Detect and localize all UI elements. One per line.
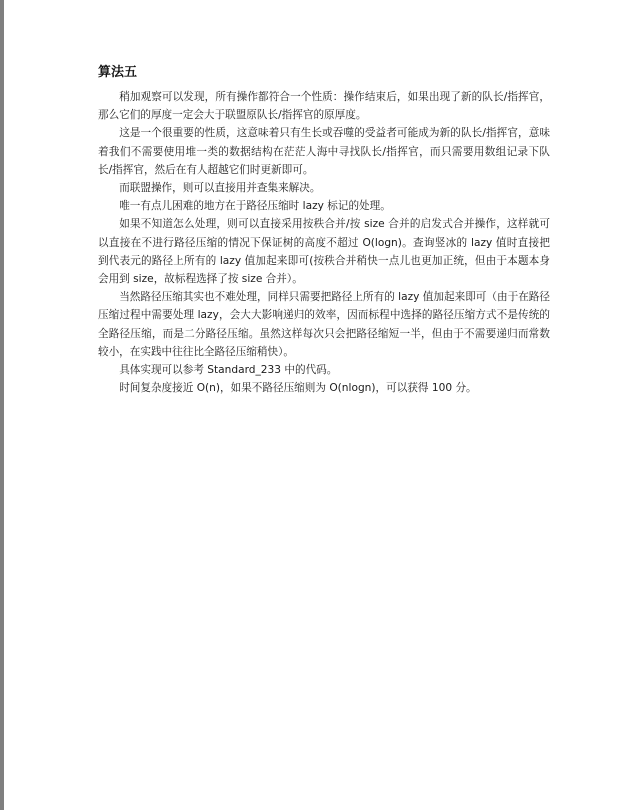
document-content	[98, 64, 550, 397]
section-title: 算法五	[98, 65, 138, 80]
paragraph-4: 唯一有点儿困难的地方在于路径压缩时 lazy 标记的处理。	[119, 200, 391, 213]
paragraph-2: 这是一个很重要的性质，这意味着只有生长或吞噬的受益者可能成为新的队长/指挥官，意味着我们不需要使用堆一类的数据结构在茫茫人海中寻找队长/指挥官，而只需要用数组记录下队长/指挥官，然后在有人超越它们时更新即可。	[98, 127, 550, 176]
paragraph-1: 稍加观察可以发现，所有操作都符合一个性质：操作结束后，如果出现了新的队长/指挥官，那么它们的厚度一定会大于联盟原队长/指挥官的原厚度。	[98, 91, 550, 122]
paragraph-6: 当然路径压缩其实也不难处理，同样只需要把路径上所有的 lazy 值加起来即可（由于在路径压缩过程中需要处理 lazy，会大大影响递归的效率，因而标程中选择的路径压缩方式不是传统的全路径压缩，而是二分路径压缩。虽然这样每次只会把路径缩短一半，但由于不需要递归而常数较小，在实践中往往比全路径压缩稍快）。	[98, 291, 550, 358]
paragraph-5: 如果不知道怎么处理，则可以直接采用按秩合并/按 size 合并的启发式合并操作，这样就可以直接在不进行路径压缩的情况下保证树的高度不超过 O(logn)。查询竖冰的 lazy 值时直接把到代表元的路径上所有的 lazy 值加起来即可(按秩合并稍快一点儿也更加正统，但由于本题本身会用到 size，故标程选择了按 size 合并）。	[98, 218, 550, 286]
paragraph-3: 而联盟操作，则可以直接用并查集来解决。	[119, 182, 321, 195]
document-page	[4, 0, 632, 810]
paragraph-8: 时间复杂度接近 O(n)，如果不路径压缩则为 O(nlogn)，可以获得 100 分。	[119, 382, 477, 395]
paragraph-7: 具体实现可以参考 Standard_233 中的代码。	[119, 364, 338, 377]
